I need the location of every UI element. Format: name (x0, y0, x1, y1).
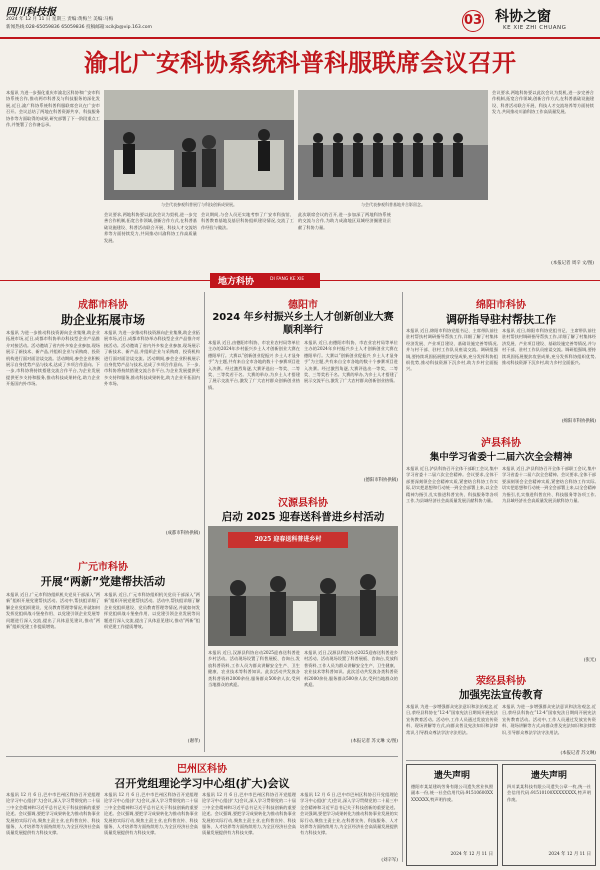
article-7-body: 本报讯 12 月 6 日,巴中市巴州区科协召开党组理论学习中心组(扩大)会议,深入学习贯彻党的二十届三中全会精神和习近平总书记关于科技创新的重要论述。会议强调,要把学习成果转化为推动科协事业发展的实际行动,聚焦主责主业,在科普宣传、科技服务、人才培养等方面持续用力,为全区经济社会高质量发展提供有力科技支撑。 (6, 792, 100, 836)
article-4-headline: 开展“两新”党建帮扶活动 (40, 575, 166, 588)
article-0-byline: (成都市科协供稿) (165, 531, 200, 536)
article-7-body-cont-1: 本报讯 12 月 6 日,巴中市巴州区科协召开党组理论学习中心组(扩大)会议,深入学习贯彻党的二十届三中全会精神和习近平总书记关于科技创新的重要论述。会议强调,要把学习成果转化为推动科协事业发展的实际行动,聚焦主责主业,在科普宣传、科技服务、人才培养等方面持续用力,为全区经济社会高质量发展提供有力科技支撑。 (104, 792, 198, 836)
article-6-kicker: 荥经县科协 (476, 676, 526, 687)
article-3-byline: (本报记者 苏文琳 文/图) (350, 739, 398, 744)
article-0-body: 本报讯 为进一步推动科技资源向企业集聚,助企业拓展市场,近日,成都市科协举办科技型企业产品推介对接活动。活动邀请了省内外多家企业参加,现场展示了新技术、新产品,并组织企业与采购商、投资机构进行面对面洽谈交流。活动期间,参会企业积极展示自身优势产品与技术,达成了多项合作意向。下一步,市科协将持续搭建交流合作平台,为企业发展提供更多支持和服务,推动科技成果转化,助力企业开拓国内外市场。 (6, 330, 100, 387)
lead-paragraph-2: 会议要求,两地科协要以此次会议为契机,进一步完善合作机制,拓宽合作领域,创新合作方式,在科普基础设施建设、科普活动联合开展、科技人才交流培养等方面持续发力,共同推动川渝科协工作高质量发展。 (104, 212, 197, 243)
article-4-byline: (谢孝) (187, 739, 200, 744)
contact-line: 新闻热线:028-65059836 65059836 投稿邮箱:scikjb@vip.163.com (6, 25, 153, 30)
article-5-byline: (张光) (583, 658, 596, 663)
masthead-divider (0, 37, 600, 39)
article-3-kicker: 汉源县科协 (278, 498, 328, 509)
lead-photo-1-caption: 与会代表参观科普展厅与科技创新成果展。 (161, 202, 237, 207)
article-1-byline: (德阳市科协供稿) (363, 478, 398, 483)
article-1-kicker: 德阳市 (288, 300, 318, 311)
article-5-headline: 集中学习省委十二届六次全会精神 (429, 452, 573, 463)
article-6-body-cont: 本报讯 为进一步增强群众宪法意识和法治观念,近日,荥经县科协在“12·4”国家宪法日期间开展宪法宣传教育活动。活动中,工作人员通过发放宣传资料、现场讲解等方式,向群众普及宪法知识和法律常识,引导群众尊法学法守法用法。 (502, 704, 596, 735)
masthead (0, 0, 600, 40)
lead-paragraph-3: 会议期间,与会人员还实地考察了广安市科技馆、科普教育基地及基层科协组织建设情况,交流了工作经验与做法。 (201, 212, 294, 230)
lead-mid-column-3 (298, 212, 391, 268)
lead-mid-column-2 (201, 212, 294, 268)
lead-headline: 渝北广安科协系统科普科服联席会议召开 (84, 49, 516, 77)
article-5-kicker: 泸县科协 (481, 438, 521, 449)
article-3-headline: 启动 2025 迎春送科普进乡村活动 (221, 511, 385, 523)
article-2-headline: 调研指导驻村帮扶工作 (446, 313, 556, 326)
notice-2-date: 2024 年 12 月 11 日 (548, 852, 591, 857)
article-6-body: 本报讯 为进一步增强群众宪法意识和法治观念,近日,荥经县科协在“12·4”国家宪法日期间开展宪法宣传教育活动。活动中,工作人员通过发放宣传资料、现场讲解等方式,向群众普及宪法知识和法律常识,引导群众尊法学法守法用法。 (406, 704, 498, 735)
article-3-body: 本报讯 近日,汉源县科协启动2025迎春送科普进乡村活动。活动现场设置了科普展板、咨询台,发放科普资料,工作人员为群众讲解安全生产、卫生健康、农业技术等科普知识。此次活动共发放各类科普资料2000余份,服务群众500余人次,受到当地群众的欢迎。 (208, 650, 300, 688)
lead-paragraph-1: 本报讯 为进一步强化重庆市渝北区科协和广安市科协系统合作,推动两市科普及与科技服务的深化发展,近日,渝广科协系统科普科服联席会议在广安市召开。会议总结了两地在科普资源共享、科技服务协作等方面取得的成果,研究部署了下一阶段重点工作,并签署了合作备忘录。 (6, 90, 100, 128)
article-1-body: 本报讯 近日,由德阳市科协、市农业农村局等单位主办的2024年乡村振兴乡土人才创新创业大赛在德阳举行。大赛以“创新创业促振兴 乡土人才显身手”为主题,共有来自全市各地的数十个参赛项目进入决赛。经过激烈角逐,大赛评选出一等奖、二等奖、三等奖若干名。大赛的举办,为乡土人才搭建了展示交流平台,激发了广大农村群众创新创业热情。 (208, 340, 300, 390)
article-3-photo (208, 526, 398, 646)
article-2-body: 本报讯 近日,绵阳市科协党组书记、主席带队前往驻村帮扶村调研指导帮扶工作,详细了解了村集体经济发展、产业项目建设、基础设施完善等情况,并与村干部、驻村工作队员座谈交流。调研组强调,要持续巩固拓展脱贫攻坚成果,充分发挥科协组织优势,推动科技资源下沉乡村,助力乡村全面振兴。 (406, 328, 498, 372)
photo-exhibition-graphic (104, 90, 294, 200)
lead-left-column (6, 90, 100, 268)
section-banner (210, 273, 320, 288)
article-1-body-cont: 本报讯 近日,由德阳市科协、市农业农村局等单位主办的2024年乡村振兴乡土人才创新创业大赛在德阳举行。大赛以“创新创业促振兴 乡土人才显身手”为主题,共有来自全市各地的数十个参赛项目进入决赛。经过激烈角逐,大赛评选出一等奖、二等奖、三等奖若干名。大赛的举办,为乡土人才搭建了展示交流平台,激发了广大农村群众创新创业热情。 (304, 340, 398, 384)
article-7-byline: (刘辛军) (381, 858, 398, 863)
article-2-body-cont: 本报讯 近日,绵阳市科协党组书记、主席带队前往驻村帮扶村调研指导帮扶工作,详细了解了村集体经济发展、产业项目建设、基础设施完善等情况,并与村干部、驻村工作队员座谈交流。调研组强调,要持续巩固拓展脱贫攻坚成果,充分发挥科协组织优势,推动科技资源下沉乡村,助力乡村全面振兴。 (502, 328, 596, 366)
lead-byline: (本报记者 周辛 文/图) (551, 261, 594, 266)
notice-1-date: 2024 年 12 月 11 日 (450, 852, 493, 857)
lead-photo-2-caption: 与会代表参观科普基地并合影留念。 (361, 202, 425, 207)
bazhou-divider (6, 756, 398, 757)
article-1-headline: 2024 年乡村振兴乡土人才创新创业大赛顺利举行 (212, 312, 394, 336)
paper-name: 四川科技报 (6, 7, 56, 18)
lead-mid-column-1 (104, 212, 197, 268)
section-title: 科协之窗 (495, 9, 551, 25)
lead-paragraph-4: 此次联席会议的召开,进一步加深了两地科协系统的交流与合作,为助力成渝地区双城经济圈建设贡献了科协力量。 (298, 212, 391, 230)
article-0-body-cont: 本报讯 为进一步推动科技资源向企业集聚,助企业拓展市场,近日,成都市科协举办科技型企业产品推介对接活动。活动邀请了省内外多家企业参加,现场展示了新技术、新产品,并组织企业与采购商、投资机构进行面对面洽谈交流。活动期间,参会企业积极展示自身优势产品与技术,达成了多项合作意向。下一步,市科协将持续搭建交流合作平台,为企业发展提供更多支持和服务,推动科技成果转化,助力企业开拓国内外市场。 (104, 330, 200, 387)
article-2-kicker: 绵阳市科协 (476, 300, 526, 311)
section-pinyin: KE XIE ZHI CHUANG (503, 25, 567, 31)
photo-group-graphic (298, 90, 488, 200)
article-7-body-cont-2: 本报讯 12 月 6 日,巴中市巴州区科协召开党组理论学习中心组(扩大)会议,深入学习贯彻党的二十届三中全会精神和习近平总书记关于科技创新的重要论述。会议强调,要把学习成果转化为推动科协事业发展的实际行动,聚焦主责主业,在科普宣传、科技服务、人才培养等方面持续用力,为全区经济社会高质量发展提供有力科技支撑。 (202, 792, 296, 836)
lead-photo-1 (104, 90, 294, 200)
article-4-kicker: 广元市科协 (78, 562, 128, 573)
section-banner-pinyin: DI FANG KE XIE (270, 277, 305, 282)
article-4-body-cont: 本报讯 近日,广元市科协组织机关党员干部深入“两新”组织开展党建帮扶活动。活动中,帮扶组详细了解企业党组织建设、党员教育管理等情况,并就如何发挥党组织战斗堡垒作用、以党建引领企业发展等问题进行深入交流,提出了具体意见建议,推动“两新”组织党建工作提质增效。 (104, 592, 200, 630)
notice-box-2 (502, 764, 596, 866)
notice-2-body: 四川某某科技有限公司遗失公章一枚,统一社会信用代码:91510100XXXXXXXX,特声明作废。 (507, 784, 591, 802)
notice-1-title: 遗失声明 (433, 771, 470, 781)
article-5-body: 本报讯 近日,泸县科协召开全体干部职工会议,集中学习省委十二届六次全会精神。会议要求,全体干部要深刻领会全会精神实质,紧密结合科协工作实际,切实把思想和行动统一到全会部署上来,以全会精神为指引,扎实推进科普宣传、科技服务等各项工作,为县域经济社会高质量发展贡献科协力量。 (406, 466, 498, 504)
article-3-photo-banner: 2025 迎春送科普进乡村 (254, 536, 322, 543)
notice-2-title: 遗失声明 (530, 771, 567, 781)
article-5-body-cont: 本报讯 近日,泸县科协召开全体干部职工会议,集中学习省委十二届六次全会精神。会议要求,全体干部要深刻领会全会精神实质,紧密结合科协工作实际,切实把思想和行动统一到全会部署上来,以全会精神为指引,扎实推进科普宣传、科技服务等各项工作,为县域经济社会高质量发展贡献科协力量。 (502, 466, 596, 504)
article-0-headline: 助企业拓展市场 (60, 313, 145, 327)
notice-box-1 (406, 764, 498, 866)
page-number: 03 (462, 10, 484, 32)
lead-right-column (492, 90, 594, 260)
article-3-body-cont: 本报讯 近日,汉源县科协启动2025迎春送科普进乡村活动。活动现场设置了科普展板、咨询台,发放科普资料,工作人员为群众讲解安全生产、卫生健康、农业技术等科普知识。此次活动共发放各类科普资料2000余份,服务群众500余人次,受到当地群众的欢迎。 (304, 650, 398, 688)
column-divider-1 (204, 292, 205, 752)
article-4-body: 本报讯 近日,广元市科协组织机关党员干部深入“两新”组织开展党建帮扶活动。活动中,帮扶组详细了解企业党组织建设、党员教育管理等情况,并就如何发挥党组织战斗堡垒作用、以党建引领企业发展等问题进行深入交流,提出了具体意见建议,推动“两新”组织党建工作提质增效。 (6, 592, 100, 630)
lead-paragraph-1-cont: 会议要求,两地科协要以此次会议为契机,进一步完善合作机制,拓宽合作领域,创新合作方式,在科普基础设施建设、科普活动联合开展、科技人才交流培养等方面持续发力,共同推动川渝科协工作高质量发展。 (492, 90, 594, 115)
article-7-kicker: 巴州区科协 (177, 764, 227, 775)
article-6-headline: 加强宪法宣传教育 (459, 689, 543, 701)
article-7-headline: 召开党组理论学习中心组(扩大)会议 (114, 777, 290, 790)
photo-rural-event-graphic (208, 526, 398, 646)
column-divider-2 (402, 292, 403, 862)
section-banner-title: 地方科协 (218, 277, 255, 287)
article-0-kicker: 成都市科协 (78, 300, 128, 311)
notices-divider (406, 760, 596, 761)
article-6-byline: (本报记者 苏文琳) (560, 751, 596, 756)
article-2-byline: (绵阳市科协供稿) (561, 419, 596, 424)
date-line: 2024 年 12 月 11 日 星期三 责编:黄梅兰 美编:马梅 (6, 17, 114, 22)
article-7-body-cont-3: 本报讯 12 月 6 日,巴中市巴州区科协召开党组理论学习中心组(扩大)会议,深入学习贯彻党的二十届三中全会精神和习近平总书记关于科技创新的重要论述。会议强调,要把学习成果转化为推动科协事业发展的实际行动,聚焦主责主业,在科普宣传、科技服务、人才培养等方面持续用力,为全区经济社会高质量发展提供有力科技支撑。 (300, 792, 398, 836)
lead-photo-2 (298, 90, 488, 200)
notice-1-body: 德阳市某某建筑劳务有限公司遗失营业执照副本一份,统一社会信用代码:91510600XXXXXXXX,特声明作废。 (411, 784, 493, 802)
